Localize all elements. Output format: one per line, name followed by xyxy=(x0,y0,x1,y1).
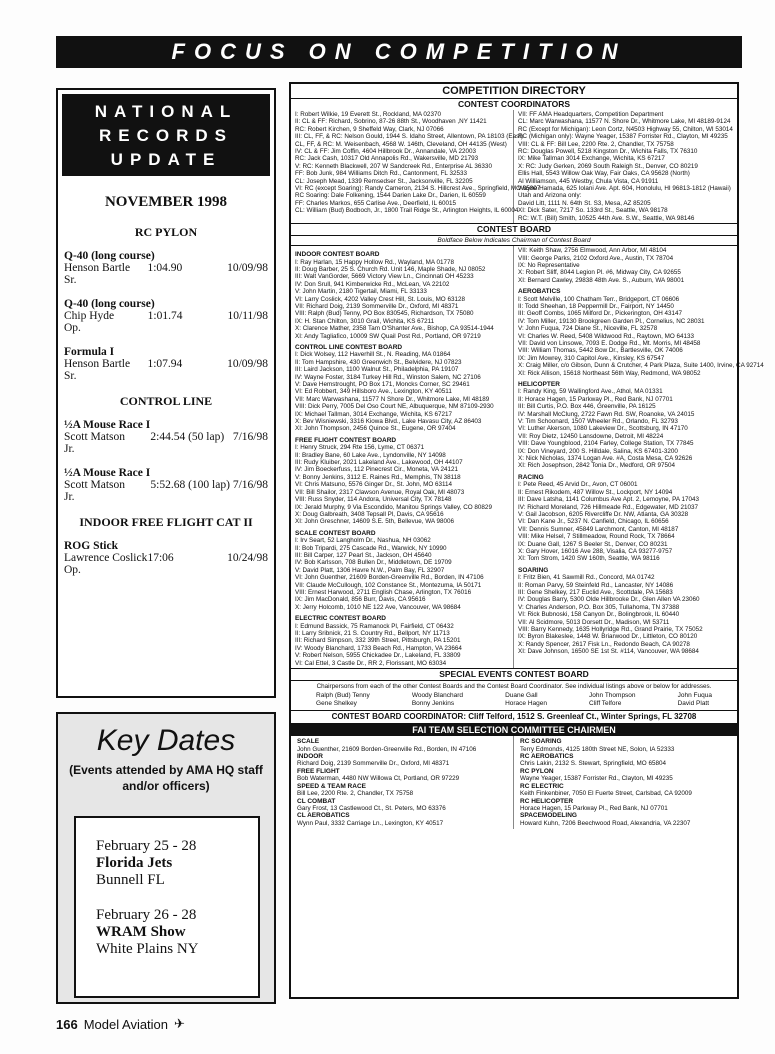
board-member: I: Dick Wolsey, 112 Haverhill St., N. Reading, MA 01864 xyxy=(295,351,451,359)
directory-line: XI: Dick Sater, 7217 So. 133rd St., Seattle, WA 98178 xyxy=(518,207,668,215)
board-member: I: Randy King, 59 Wallingford Ave., Athol, MA 01331 xyxy=(518,388,663,396)
board-member: XI: Dave Johnson, 16500 SE 1st St. #114, Vancouver, WA 98684 xyxy=(518,648,699,656)
board-member: VIII: William Thomas, 5442 Bow Dr., Bartlesville, OK 74006 xyxy=(518,347,683,355)
record-row xyxy=(64,431,268,443)
board-member: X: Randy Spencer, 2617 Fisk Ln., Redondo Beach, CA 90278 xyxy=(518,640,690,648)
board-member: IX: Don Vineyard, 200 S. Hilldale, Salina, KS 67401-3200 xyxy=(518,447,678,455)
board-member: V: John Martin, 2180 Tigertail, Miami, FL 33133 xyxy=(295,288,427,296)
special-name: John Fuqua xyxy=(677,692,712,700)
fai-category: RC PYLON xyxy=(520,767,554,775)
board-member: V: Bonny Jenkins, 3112 E. Raines Rd., Memphis, TN 38118 xyxy=(295,473,461,481)
board-member: II: Horace Hagen, 15 Parkway Pl., Red Bank, NJ 07701 xyxy=(518,395,673,403)
board-member: VI: Chris Matsuno, 5576 Ginger Dr., St. John, MO 63114 xyxy=(295,481,453,489)
record-entry xyxy=(64,346,268,382)
special-name-column xyxy=(589,692,636,707)
directory-line: X: RC: Judy Gerken, 2069 South Raleigh St., Denver, CO 80219 xyxy=(518,162,698,170)
record-time: 1:01.74 xyxy=(147,310,183,322)
record-event: Formula I xyxy=(64,346,115,358)
special-name: Horace Hagen xyxy=(505,699,547,707)
special-name: Gene Shelkey xyxy=(316,699,357,707)
key-dates-subtitle: (Events attended by AMA HQ staff and/or officers) xyxy=(69,763,263,793)
directory-line: VIII: CL & FF: Bill Lee, 2200 Rte. 2, Chandler, TX 75758 xyxy=(518,140,674,148)
record-date: 10/11/98 xyxy=(227,310,268,322)
fai-category: INDOOR xyxy=(297,753,323,761)
board-member: VI: John Guenther, 21609 Borden-Greenville Rd., Borden, IN 47106 xyxy=(295,574,484,582)
board-member: II: Bob Tripardi, 275 Cascade Rd., Warwick, NY 10990 xyxy=(295,544,447,552)
board-member: VIII: Russ Snyder, 114 Andora, Universal City, TX 78148 xyxy=(295,496,452,504)
directory-line: Ellis Hall, 5543 Willow Oak Way, Fair Oaks, CA 95628 (North) xyxy=(518,170,690,178)
record-time: 2:44.54 (50 lap) xyxy=(150,431,225,443)
board-member: X: Craig Miller, c/o Gibson, Dunn & Crutcher, 4 Park Plaza, Suite 1400, Irvine, CA 92714 xyxy=(518,362,764,370)
board-member: IX: Jim Mowrey, 310 Capitol Ave., Kinsley, KS 67547 xyxy=(518,354,665,362)
event-place: Bunnell FL xyxy=(96,872,165,888)
board-member: V: Dave Hemstrought, PO Box 171, Moncks Corner, SC 29461 xyxy=(295,381,470,388)
board-member: IV: Bob Karlsson, 708 Bullen Dr., Middletown, DE 19709 xyxy=(295,559,452,567)
heading-line: RECORDS xyxy=(98,126,233,145)
fai-chairman: Terry Edmonds, 4125 180th Street NE, Solon, IA 52333 xyxy=(520,745,675,753)
fai-category: FREE FLIGHT xyxy=(297,767,340,775)
board-member: IV: Jim Boeckerfuss, 112 Pinecrest Cir., Moneta, VA 24121 xyxy=(295,466,458,474)
record-date: 10/09/98 xyxy=(227,262,268,274)
board-title: SCALE CONTEST BOARD xyxy=(295,529,376,537)
coordinators-columns xyxy=(291,110,737,223)
record-event: Q-40 (long course) xyxy=(64,298,155,310)
event-place: White Plains NY xyxy=(96,941,199,957)
board-member: VIII: Dave Youngblood, 2104 Farley, College Station, TX 77845 xyxy=(518,440,694,448)
boards-left xyxy=(291,246,514,668)
directory-line: VII: FF AMA Headquarters, Competition Department xyxy=(518,111,664,118)
board-member: X: Doug Galbreath, 3408 Tepsall Pl, Davis, CA 95616 xyxy=(295,510,444,518)
contest-board-note: Boldface Below Indicates Chairman of Contest Board xyxy=(291,236,737,246)
directory-line: XI: Bernard Cawley, 29838 48th Ave. S., Auburn, WA 98001 xyxy=(518,276,685,284)
records-month: NOVEMBER 1998 xyxy=(104,194,228,210)
fai-columns xyxy=(291,736,737,829)
board-member: VII: Dennis Sumner, 45849 Larchmont, Canton, MI 48187 xyxy=(518,525,679,533)
board-member: I: Scott Melville, 100 Chatham Terr., Bridgeport, CT 06606 xyxy=(518,295,680,303)
heading-line: NATIONAL xyxy=(94,102,238,121)
board-member: VI: Charles W. Reed, 5408 Wildwood Rd., Raytown, MO 64133 xyxy=(518,332,695,340)
special-events-heading: SPECIAL EVENTS CONTEST BOARD xyxy=(291,668,737,681)
record-row xyxy=(64,262,268,274)
magazine-name: Model Aviation xyxy=(83,1016,169,1032)
record-row xyxy=(64,310,268,322)
board-member: II: Ernest Rikodem, 487 Willow St., Lockport, NY 14094 xyxy=(518,488,673,496)
board-member: VI: Rick Bubnoski, 158 Canyon Dr., Bolingbrook, IL 60440 xyxy=(518,611,680,619)
coordinators-right xyxy=(514,110,737,223)
records-section-title: CONTROL LINE xyxy=(119,394,213,408)
directory-line: IX: No Representative xyxy=(518,261,580,269)
record-time: 1:07.94 xyxy=(147,358,183,370)
directory-line: III: CL, FF, & RC: Nelson Gould, 1944 S. Idaho Street, Allentown, PA 18103 (East) xyxy=(295,133,524,141)
board-member: VII: Richard Doig, 2139 Sommerville Dr., Oxford, MI 48371 xyxy=(295,302,459,310)
board-member: VI: Larry Coslick, 4202 Valley Crest Hill, St. Louis, MO 63128 xyxy=(295,295,465,303)
heading-line: UPDATE xyxy=(110,150,222,169)
fai-chairman: Gary Frost, 13 Castlewood Ct., St. Peters, MO 63376 xyxy=(297,804,446,812)
board-member: III: Geoff Combs, 1065 Milford Dr., Pickerington, OH 43147 xyxy=(518,310,683,318)
special-name-column xyxy=(412,692,463,707)
board-member: XI: John Greschner, 14609 S.E. 5th, Bellevue, WA 98006 xyxy=(295,518,455,526)
fai-right xyxy=(514,736,737,829)
fai-chairman: Bill Lee, 2200 Rte. 2, Chandler, TX 75758 xyxy=(297,790,414,798)
directory-line: CL: William (Bud) Bodboch, Jr., 1800 Trail Ridge St., Arlington Heights, IL 60004 xyxy=(295,207,519,215)
record-holder: Scott Matson xyxy=(64,431,126,443)
record-date: 10/09/98 xyxy=(227,358,268,370)
contest-board-heading: CONTEST BOARD xyxy=(291,223,737,236)
board-member: III: Bill Curtis, P.O. Box 446, Greenville, PA 16125 xyxy=(518,403,656,411)
contest-board-columns xyxy=(291,246,764,668)
directory-line: RC: Douglas Powell, 5218 Kingston Dr., Wichita Falls, TX 76310 xyxy=(518,148,698,156)
key-dates-title: Key Dates xyxy=(96,724,236,757)
fai-chairman: Keith Finkenbiner, 7050 El Fuerte Street, Carlsbad, CA 92009 xyxy=(520,790,692,798)
special-events-note: Chairpersons from each of the other Contest Boards and the Contest Board Coordinator. See individual listings above or below for addresses. xyxy=(316,683,712,691)
board-member: IV: Wayne Foster, 3184 Turkey Hill Rd., Winston Salem, NC 27106 xyxy=(295,373,481,381)
board-member: VI: Luther Akerson, 1080 Lakeview Dr., Scottsburg, IN 47170 xyxy=(518,425,688,433)
board-member: IX: Byron Blakeslee, 1448 W. Briarwood Dr., Littleton, CO 80120 xyxy=(518,633,698,641)
fai-chairman: Wynn Paul, 3332 Carriage Ln., Lexington, KY 40517 xyxy=(297,819,444,827)
record-class: Op. xyxy=(64,322,81,334)
event-name: WRAM Show xyxy=(96,924,186,940)
directory-line: David Litt, 1111 N. 64th St. S3, Mesa, AZ 85205 xyxy=(518,199,651,207)
fai-heading: FAI TEAM SELECTION COMMITTEE CHAIRMEN xyxy=(291,724,737,736)
board-coordinator: CONTEST BOARD COORDINATOR: Cliff Telford, 1512 S. Greenleaf Ct., Winter Springs, FL 32708 xyxy=(291,711,737,724)
directory-line: Al Williamson, 445 Westby, Chula Vista, CA 91911 xyxy=(518,177,659,185)
records-section-title: RC PYLON xyxy=(134,225,198,239)
directory-line: RC Soaring: Dale Folkening, 1544 Darien Lake Dr., Darien, IL 60559 xyxy=(295,192,486,200)
special-name-column xyxy=(678,692,712,707)
directory-title: COMPETITION DIRECTORY xyxy=(291,84,737,99)
board-member: I: Ray Harlan, 15 Happy Hollow Rd., Wayland, MA 01778 xyxy=(295,258,455,266)
record-time: 17:06 xyxy=(147,552,174,564)
board-member: VII: Al Scidmore, 5013 Dorsett Dr., Madison, WI 53711 xyxy=(518,618,670,626)
board-member: VII: Claude McCullough, 102 Constance St., Montezuma, IA 50171 xyxy=(295,581,482,589)
board-member: XI: Rick Allison, 15618 Northeast 56th Way, Redmond, WA 98052 xyxy=(518,369,701,377)
board-member: VII: David von Linsowe, 7093 E. Dodge Rd., Mt. Morris, MI 48458 xyxy=(518,339,701,347)
directory-line: VIII: George Parks, 2102 Oxford Ave., Austin, TX 78704 xyxy=(518,254,674,262)
board-member: III: Richard Simpson, 332 39th Street, Pittsburgh, PA 15201 xyxy=(295,637,461,645)
record-entry xyxy=(64,467,268,503)
coordinators-left xyxy=(291,110,541,223)
page-footer xyxy=(56,1016,185,1032)
special-name: Woody Blanchard xyxy=(411,692,463,700)
record-holder: Chip Hyde xyxy=(64,310,115,322)
board-member: X: Jerry Holcomb, 1010 NE 122 Ave, Vancouver, WA 98684 xyxy=(295,603,461,611)
record-class: Jr. xyxy=(64,443,75,455)
fai-category: RC ELECTRIC xyxy=(520,782,564,790)
board-member: V: Charles Anderson, P.O. Box 305, Tullahoma, TN 37388 xyxy=(518,603,680,611)
board-member: VI: Cal Ettel, 3 Castle Dr., RR 2, Florissant, MO 63034 xyxy=(295,659,447,667)
board-member: IV: Douglas Barry, 5300 Olde Hillbrooke Dr., Glen Allen VA 23060 xyxy=(518,596,700,604)
record-entry xyxy=(64,419,268,455)
board-member: I: Pete Reed, 45 Arvid Dr., Avon, CT 06001 xyxy=(518,481,638,489)
directory-line: I: Robert Wilkie, 19 Everett St., Rockland, MA 02370 xyxy=(295,111,441,118)
directory-line: RC (Michigan only): Wayne Yeager, 15387 Forrister Rd., Clayton, MI 49235 xyxy=(518,133,728,141)
fai-chairman: John Guenther, 21609 Borden-Greenville Rd., Borden, IN 47106 xyxy=(297,745,477,753)
event-name: Florida Jets xyxy=(96,855,173,871)
section-banner: FOCUS ON COMPETITION xyxy=(56,36,742,68)
board-title: CONTROL LINE CONTEST BOARD xyxy=(295,343,403,351)
record-event: Q-40 (long course) xyxy=(64,250,155,262)
fai-category: SPACEMODELING xyxy=(520,812,577,820)
directory-line: RC: Jack Cash, 10317 Old Annapolis Rd., Wakersville, MD 21793 xyxy=(295,155,479,163)
directory-line: IX: Mike Tallman 3014 Exchange, Wichita, KS 67217 xyxy=(518,155,665,163)
board-title: AEROBATICS xyxy=(518,288,561,296)
board-member: I: Henry Struck, 294 Rte 156, Lyme, CT 06371 xyxy=(295,444,425,452)
directory-line: CL, FF, & RC: M. Weisenbach, 4568 W. 146th, Cleveland, OH 44135 (West) xyxy=(295,140,507,148)
board-member: X: Nick Nicholas, 1374 Logan Ave. #A, Costa Mesa, CA 92626 xyxy=(518,455,693,463)
key-dates-panel xyxy=(56,712,276,1004)
record-holder: Scott Matson xyxy=(64,479,126,491)
record-row xyxy=(64,552,268,564)
board-member: XI: Tom Strom, 1420 SW 160th, Seattle, WA 98116 xyxy=(518,555,660,563)
directory-line: IV: CL & FF: Jim Coffin, 4604 Hillbrook Dr., Annandale, VA 22003 xyxy=(295,148,476,156)
board-member: X: Gary Hover, 16016 Ave 288, Visalia, CA 93277-9757 xyxy=(518,547,673,555)
board-member: IV: Marshall McClung, 2722 Fawn Rd. SW, Roanoke, VA 24015 xyxy=(518,410,695,418)
fai-category: SPEED & TEAM RACE xyxy=(297,782,366,790)
record-entry xyxy=(64,540,268,576)
board-member: IV: Woody Blanchard, 1733 Beach Rd., Hampton, VA 23664 xyxy=(295,644,462,652)
directory-line: Utah and Arizona only: xyxy=(518,192,582,200)
records-list xyxy=(58,194,274,576)
national-records-panel xyxy=(56,88,276,698)
records-section-title: INDOOR FREE FLIGHT CAT II xyxy=(79,515,253,529)
fai-chairman: Chris Lakin, 2132 S. Stewart, Springfield, MO 65804 xyxy=(520,760,666,768)
board-member: IX: Michael Tallman, 3014 Exchange, Wichita, KS 67217 xyxy=(295,410,453,418)
board-member: II: Todd Sheehan, 18 Peppermill Dr., Fairport, NY 14450 xyxy=(518,302,674,310)
record-entry xyxy=(64,298,268,334)
board-member: VI: Dan Kane Jr., 5237 N. Canfield, Chicago, IL 60656 xyxy=(518,518,669,526)
record-class: Sr. xyxy=(64,370,77,382)
board-member: III: Laird Jackson, 1100 Walnut St., Philadelphia, PA 19107 xyxy=(295,366,459,374)
board-member: V: David Platt, 1306 Havre N.W., Palm Bay, FL 32907 xyxy=(295,566,445,574)
page-number: 166 xyxy=(56,1016,78,1032)
board-member: II: Roman Parvy, 59 Steinfeld Rd., Lancaster, NY 14086 xyxy=(518,581,674,589)
record-class: Op. xyxy=(64,564,81,576)
record-class: Jr. xyxy=(64,491,75,503)
board-member: IX: Jim MacDonald, 856 Burr, Davis, CA 95616 xyxy=(295,596,426,604)
fai-category: RC HELICOPTER xyxy=(520,797,574,805)
special-name: John Thompson xyxy=(589,692,636,700)
board-member: III: Gene Shelkey, 217 Euclid Ave., Scottdale, PA 15683 xyxy=(518,588,673,596)
board-member: X: Bev Wisniewski, 3316 Kiowa Blvd., Lake Havasu City, AZ 86403 xyxy=(295,418,482,426)
board-member: XI: Rich Josephson, 2842 Tonia Dr., Medford, OR 97504 xyxy=(518,462,676,470)
board-member: VIII: Barry Kennedy, 1635 Hollyridge Rd., Grand Prairie, TX 75052 xyxy=(518,626,703,633)
fai-chairman: Richard Doig, 2139 Sommerville Dr., Oxford, MI 48371 xyxy=(297,760,450,768)
board-member: I: Irv Seart, 52 Langholm Dr., Nashua, NH 03062 xyxy=(295,537,431,545)
boards-right xyxy=(514,246,764,668)
special-name: Duane Gall xyxy=(505,692,538,700)
directory-line: II: CL & FF: Richard, Sobrino, 87-26 88th St., Woodhaven ,NY 11421 xyxy=(295,118,487,126)
fai-chairman: Wayne Yeager, 15387 Forrister Rd., Clayton, MI 49235 xyxy=(520,775,673,783)
directory-line: RC: W.T. (Bill) Smith, 10525 44th Ave. S.W., Seattle, WA 98146 xyxy=(518,214,695,222)
board-member: IV: Don Srull, 941 Kimberwicke Rd., McLean, VA 22102 xyxy=(295,280,450,288)
record-date: 7/16/98 xyxy=(232,479,268,491)
fai-category: RC AEROBATICS xyxy=(520,753,574,761)
competition-directory xyxy=(289,82,764,999)
board-member: XI: Andy Tagliafico, 10009 SW Quail Post Rd., Portland, OR 97219 xyxy=(295,332,481,340)
record-holder: Henson Bartle xyxy=(64,358,131,370)
special-name: Bonny Jenkins xyxy=(411,699,455,707)
board-member: VI: Ed Robbert, 349 Hillsboro Ave., Lexington, KY 40511 xyxy=(295,388,452,396)
board-member: II: Bradley Bane, 60 Lake Ave., Lyndonville, NY 14098 xyxy=(295,451,446,459)
directory-line: Wayne Hamada, 625 Iolani Ave. Apt. 604, Honolulu, HI 96813-1812 (Hawaii) xyxy=(518,185,731,193)
record-holder: Henson Bartle xyxy=(64,262,131,274)
board-member: V: Robert Nelson, 5955 Chickadee Dr., Lakeland, FL 33809 xyxy=(295,652,461,660)
record-entry xyxy=(64,250,268,286)
board-member: VIII: Dick Perry, 7005 Del Oso Court NE, Albuquerque, NM 87109-2930 xyxy=(295,403,494,411)
fai-left xyxy=(291,736,514,829)
board-member: III: Bill Carper, 127 Pearl St., Jackson, OH 45640 xyxy=(295,551,432,559)
record-time: 5:52.68 (100 lap) xyxy=(150,479,230,491)
board-member: II: Larry Sribnick, 21 S. Country Rd., Bellport, NY 11713 xyxy=(295,630,450,637)
board-member: III: Dave Latsha, 1141 Columbus Ave Apt. 2, Lemoyne, PA 17043 xyxy=(518,496,699,504)
board-member: VIII: Ernest Harwood, 2711 English Chase, Arlington, TX 76016 xyxy=(295,588,472,596)
key-dates-events xyxy=(74,816,260,998)
directory-line: CL: Marc Warwashana, 11577 N. Shore Dr., Whitmore Lake, MI 48189-9124 xyxy=(518,118,731,126)
record-row xyxy=(64,479,268,491)
special-name: Cliff Telfore xyxy=(589,699,622,707)
directory-line: RC (Except for Michigan): Leon Cortz, N4503 Highway 55, Chilton, WI 53014 xyxy=(518,125,733,133)
special-name-column xyxy=(505,692,547,707)
board-member: VIII: Ralph (Bud) Tenny, PO Box 830545, Richardson, TX 75080 xyxy=(295,310,474,318)
directory-line: CL: Joseph Mead, 1339 Remsedser St., Jacksonville, FL 32205 xyxy=(295,177,473,185)
board-title: RACING xyxy=(518,473,544,481)
fai-category: CL AEROBATICS xyxy=(297,812,350,820)
record-event: ROG Stick xyxy=(64,540,118,552)
record-time: 1:04.90 xyxy=(147,262,183,274)
board-member: I: Fritz Bien, 41 Sawmill Rd., Concord, MA 01742 xyxy=(518,574,655,582)
board-member: I: Edmund Bassick, 75 Ramanock Pl, Fairfield, CT 06432 xyxy=(295,622,454,630)
fai-category: RC SOARING xyxy=(520,738,562,746)
board-member: X: Clarence Mather, 2358 Tam O'Shanter Ave., Bishop, CA 93514-1944 xyxy=(295,325,494,333)
record-row xyxy=(64,358,268,370)
board-member: VIII: Mike Helsel, 7 Stillmeadow, Round Rock, TX 78664 xyxy=(518,533,675,541)
board-member: XI: John Thompson, 2456 Quince St., Eugene, OR 97404 xyxy=(295,425,456,433)
board-member: V: John Fuqua, 724 Diane St., Niceville, FL 32578 xyxy=(518,325,658,333)
board-member: V: Gail Jacobson, 6205 Rivercliffe Dr. NW, Atlanta, GA 30328 xyxy=(518,510,689,518)
event-dates: February 26 - 28 xyxy=(96,907,197,923)
board-title: SOARING xyxy=(518,566,549,574)
fai-chairman: Howard Kuhn, 7206 Beechwood Road, Alexandria, VA 22307 xyxy=(520,819,691,827)
fai-category: SCALE xyxy=(297,738,320,746)
board-member: III: Rudy Kluiber, 2021 Lakeland Ave., Lakewood, OH 44107 xyxy=(295,459,463,467)
board-title: ELECTRIC CONTEST BOARD xyxy=(295,615,386,623)
special-name: David Platt xyxy=(677,699,710,707)
key-date-event xyxy=(96,838,258,889)
board-member: IX: Jerald Murphy, 9 Via Escondido, Manitou Springs Valley, CO 80829 xyxy=(295,503,492,511)
board-member: IV: Tom Miller, 19130 Brookgreen Garden Pl., Cornelius, NC 28031 xyxy=(518,317,705,325)
directory-line: RC: Robert Kirchen, 9 Sheffeld Way, Clark, NJ 07066 xyxy=(295,125,444,133)
record-event: ½A Mouse Race I xyxy=(64,419,151,431)
board-member: III: Walt VanGorder, 5669 Victory View Ln., Cincinnati OH 45233 xyxy=(295,273,474,281)
board-member: IV: Richard Moreland, 726 Hillmeade Rd., Edgewater, MD 21037 xyxy=(518,503,699,511)
directory-line: VII: Keith Shaw, 2756 Elmwood, Ann Arbor, MI 48104 xyxy=(518,247,667,255)
directory-line: X: Robert Sliff, 8044 Legion Pl. #6, Midway City, CA 92655 xyxy=(518,269,681,277)
airplane-icon: ✈ xyxy=(174,1016,185,1031)
special-events-names xyxy=(291,692,737,711)
board-member: II: Tom Hampshire, 430 Greenwich St., Belvidere, NJ 07823 xyxy=(295,358,462,366)
fai-chairman: Bob Waterman, 4480 NW Willowa Ct, Portland, OR 97229 xyxy=(297,775,460,783)
directory-line: V: RC: Kenneth Blackwell, 207 W Sandcreek Rd., Enterprise AL 36330 xyxy=(295,162,492,170)
board-member: V: Tim Schoonard, 1507 Wheeler Rd., Orlando, FL 32793 xyxy=(518,418,678,426)
fai-category: CL COMBAT xyxy=(297,797,336,805)
record-date: 10/24/98 xyxy=(227,552,268,564)
board-member: IX: Duane Gall, 1267 S Beeler St., Denver, CO 80231 xyxy=(518,540,668,548)
directory-line: FF: Bob Junk, 984 Williams Ditch Rd., Cantonment, FL 32533 xyxy=(295,170,467,178)
record-class: Sr. xyxy=(64,274,77,286)
record-date: 7/16/98 xyxy=(232,431,268,443)
board-member: IX: H. Stan Chilton, 3010 Grail, Wichita, KS 67211 xyxy=(295,317,435,325)
board-title: INDOOR CONTEST BOARD xyxy=(295,251,380,259)
board-member: VII: Marc Warwashana, 11577 N Shore Dr., Whitmore Lake, MI 48189 xyxy=(295,395,490,403)
fai-chairman: Horace Hagen, 15 Parkway Pl., Red Bank, NJ 07701 xyxy=(520,804,668,812)
directory-line: VI: RC (except Soaring): Randy Cameron, 2134 S. Hillcrest Ave., Springfield, MO 65807 xyxy=(295,185,541,193)
directory-line: FF: Charles Markos, 655 Carlise Ave., Deerfield, IL 60015 xyxy=(295,199,456,207)
record-event: ½A Mouse Race I xyxy=(64,467,151,479)
key-date-event xyxy=(96,907,258,958)
record-holder: Lawrence Coslick xyxy=(64,552,148,564)
event-dates: February 25 - 28 xyxy=(96,838,197,854)
board-member: VII: Roy Dietz, 12450 Lansdowne, Detroit, MI 48224 xyxy=(518,432,664,440)
coordinators-heading: CONTEST COORDINATORS xyxy=(457,99,571,109)
board-title: HELICOPTER xyxy=(518,381,560,388)
special-name-column xyxy=(316,692,370,707)
special-name: Ralph (Bud) Tenny xyxy=(316,692,370,700)
board-title: FREE FLIGHT CONTEST BOARD xyxy=(295,436,397,444)
board-member: II: Doug Barber, 25 S. Church Rd. Unit 146, Maple Shade, NJ 08052 xyxy=(295,265,486,273)
board-member: VII: Bill Shailor, 2317 Clawson Avenue, Royal Oak, MI 48073 xyxy=(295,488,465,496)
national-records-heading xyxy=(62,94,270,176)
